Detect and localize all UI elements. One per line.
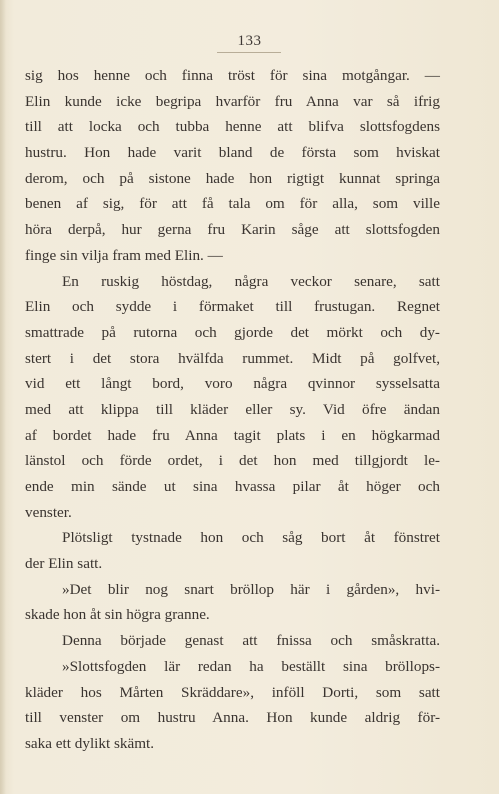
text-line: af bordet hade fru Anna tagit plats i en högkarmad	[25, 426, 440, 444]
text-line: till venster om hustru Anna. Hon kunde aldrig för-	[25, 709, 440, 727]
text-line: skade hon åt sin högra granne.	[25, 606, 210, 624]
text-line: höra derpå, hur gerna fru Karin såge att slottsfogden	[25, 221, 440, 239]
page-gutter-shadow	[0, 0, 6, 794]
page-number: 133	[237, 33, 262, 49]
text-line: Denna började genast att fnissa och småskratta.	[62, 632, 440, 650]
text-line: derom, och på sistone hade hon rigtigt kunnat springa	[25, 169, 440, 187]
text-line: smattrade på rutorna och gjorde det mörkt och dy-	[25, 323, 440, 341]
text-line: länstol och förde ordet, i det hon med tillgjordt le-	[25, 452, 440, 470]
text-line: vid ett långt bord, voro några qvinnor sysselsatta	[25, 375, 440, 393]
text-line: sig hos henne och finna tröst för sina motgångar. —	[25, 67, 440, 84]
text-line: Plötsligt tystnade hon och såg bort åt fönstret	[62, 529, 440, 547]
body-text	[25, 63, 440, 757]
text-line: hustru. Hon hade varit bland de första som hviskat	[25, 144, 440, 162]
text-line: »Det blir nog snart bröllop här i gården», hvi-	[62, 580, 440, 598]
text-line: finge sin vilja fram med Elin. —	[25, 246, 223, 264]
text-line: kläder hos Mårten Skräddare», inföll Dorti, som satt	[25, 683, 440, 701]
text-line: till att locka och tubba henne att blifva slottsfogdens	[25, 118, 440, 136]
text-line: En ruskig höstdag, några veckor senare, satt	[62, 272, 440, 290]
text-line: stert i det stora hvälfda rummet. Midt på golfvet,	[25, 349, 440, 367]
text-line: Elin och sydde i förmaket till frustugan. Regnet	[25, 298, 440, 316]
text-line: der Elin satt.	[25, 555, 103, 573]
text-line: med att klippa till kläder eller sy. Vid öfre ändan	[25, 400, 440, 418]
text-line: »Slottsfogden lär redan ha beställt sina bröllops-	[62, 657, 440, 675]
page-number-rule	[217, 52, 281, 53]
text-line: saka ett dylikt skämt.	[25, 734, 155, 752]
text-line: Elin kunde icke begripa hvarför fru Anna var så ifrig	[25, 92, 440, 110]
text-line: venster.	[25, 503, 72, 521]
text-line: ende min sände ut sina hvassa pilar åt höger och	[25, 478, 440, 495]
text-line: benen af sig, för att få tala om för alla, som ville	[25, 195, 440, 213]
